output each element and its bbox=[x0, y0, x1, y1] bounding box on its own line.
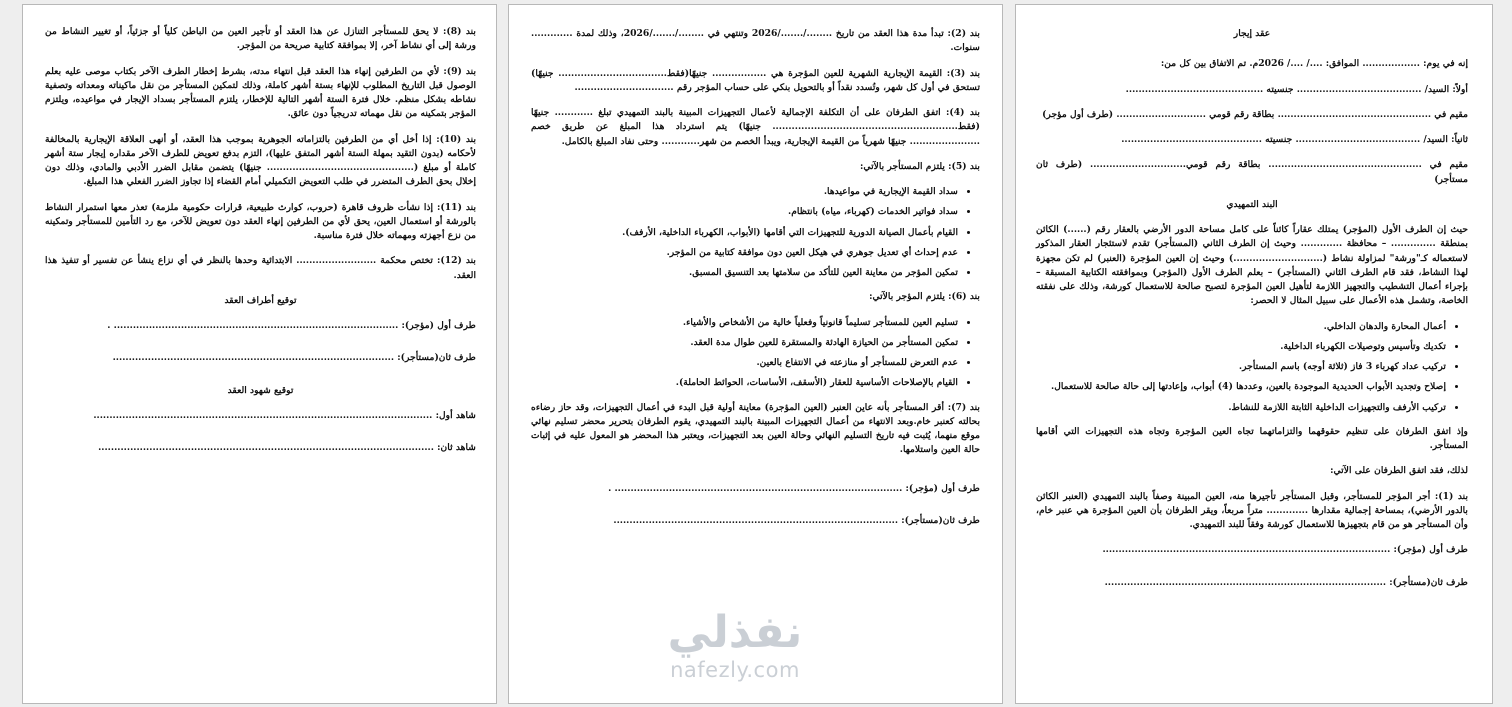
clause-11: بند (11): إذا نشأت ظروف قاهرة (حروب، كوارث طبيعية، قرارات حكومية ملزمة) تعذر معها استمرار النشاط بالورشة أو استعمال العين، يحق لأي من الطرفين إنهاء العقد دون تعويض للآخر، مع رد التأمين للمستأجر وتمكينه من نزع أجهزته ومهماته خلال فترة مناسبة. bbox=[45, 201, 476, 241]
clause-12: بند (12): تختص محكمة ......................... الابتدائية وحدها بالنظر في أي نزاع ينشأ عن تفسير أو تنفيذ هذا العقد. bbox=[45, 255, 476, 281]
signature-lessor-line: طرف أول (مؤجر): .......................................................................................... . bbox=[608, 482, 980, 494]
obligation-item: • عدم إحداث أي تعديل جوهري في هيكل العين دون موافقة كتابية من المؤجر. bbox=[531, 246, 958, 260]
watermark-arabic: نفذلي bbox=[667, 607, 803, 658]
therefore-line: لذلك، فقد اتفق الطرفان على الآتي: bbox=[1330, 465, 1468, 477]
preamble-title: البند التمهيدي bbox=[1226, 198, 1278, 210]
party1-residence-line: مقيم في ................................................ بطاقة رقم قومي ............................ (طرف أول مؤجر) bbox=[1042, 108, 1468, 120]
works-list bbox=[1036, 320, 1468, 415]
clause-4: بند (4): اتفق الطرفان على أن التكلفة الإجمالية لأعمال التجهيزات المبينة بالبند التمهيدي تبلغ ............ جنيهًا (فقط.......................................................... جنيهًا) يتم استرداد هذا المبلغ عن طريق خصم ...................... جنيهًا شهرياً من القيمة الإيجارية، ويبدأ الخصم من شهر............ وحتى نفاد المبلغ بالكامل. bbox=[531, 107, 980, 147]
clause-10: بند (10): إذا أخل أي من الطرفين بالتزاماته الجوهرية بموجب هذا العقد، أو أنهى العلاقة الإيجارية بالمخالفة لأحكامه (بدون التقيد بمهلة الستة أشهر المتفق عليها)، التزم بدفع تعويض للطرف الآخر مقداره إيجار ستة أشهر كاملة أو مبلغ (.............................................. جنيهًا) يتضمن مقابل الضرر الأدبي والمادي، وذلك دون إخلال بحق الطرف المتضرر في طلب التعويض التكميلي أمام القضاء إذا تجاوز الضرر الفعلي هذا المبلغ. bbox=[45, 133, 476, 188]
contract-page-1 bbox=[1015, 4, 1493, 704]
clause-9: بند (9): لأي من الطرفين إنهاء هذا العقد قبل انتهاء مدته، بشرط إخطار الطرف الآخر بكتاب موصى عليه بعلم الوصول قبل التاريخ المطلوب للإنهاء بستة أشهر كاملة، وذلك لتمكين المستأجر من نقل ماكيناته ومعداته وتصفية نشاطه بشكل منظم. خلال فترة الستة أشهر التالية للإخطار، يلتزم المستأجر بسداد الإيجار في مواعيده، ويلتزم المؤجر بتمكينه من نقل مهماته تدريجياً دون عائق. bbox=[45, 65, 476, 120]
obligation-item: • سداد فواتير الخدمات (كهرباء، مياه) بانتظام. bbox=[531, 205, 958, 219]
contract-page-3 bbox=[22, 4, 497, 704]
obligation-item: • تمكين المؤجر من معاينة العين للتأكد من سلامتها بعد التنسيق المسبق. bbox=[531, 266, 958, 280]
works-list-item: • تركيب عداد كهرباء 3 فاز (ثلاثة أوجه) باسم المستأجر. bbox=[1036, 360, 1446, 374]
watermark-latin: nafezly.com bbox=[670, 658, 800, 682]
signature-lessor-line: طرف أول (مؤجر): .......................................................................................... bbox=[1102, 544, 1468, 556]
signature-lessor-line: طرف أول (مؤجر): ......................................................................................... . bbox=[107, 320, 476, 331]
sign-parties-title: توقيع أطراف العقد bbox=[224, 294, 297, 306]
clause-6-heading: بند (6): يلتزم المؤجر بالآتي: bbox=[869, 291, 980, 303]
signature-lessee-line: طرف ثان(مستأجر): ........................................................................................ bbox=[1104, 576, 1468, 588]
witness-1-line: شاهد أول: .......................................................................................................... bbox=[93, 409, 476, 421]
obligation-item: • سداد القيمة الإيجارية في مواعيدها. bbox=[531, 185, 958, 199]
obligation-item: • تسليم العين للمستأجر تسليماً قانونياً وفعلياً خالية من الأشخاص والأشياء. bbox=[531, 316, 958, 330]
preamble-text: حيث إن الطرف الأول (المؤجر) يمتلك عقاراً كائناً على كامل مساحة الدور الأرضي بالعقار رقم (......) الكائن بمنطقة .............. – محافظة ............. وحيث إن الطرف الثاني (المستأجر) تقدم لاستئجار العقار المذكور لاستعماله كـ"ورشة" لمزاولة نشاط (............................) وحيث إن العين المؤجرة (العنبر) لم تكن مجهزة لهذا النشاط، فقد قام الطرف الثاني (المستأجر) – بعلم الطرف الأول (المؤجر) وبموافقته الكتابية المسبقة – بإجراء أعمال التشطيب والتجهيز اللازمة لتأهيل العين المؤجرة لتصبح صالحة للاستعمال كورشة، وذلك على نفقته الخاصة، وتشمل هذه الأعمال على سبيل المثال لا الحصر: bbox=[1036, 224, 1468, 307]
witness-2-line: شاهد ثان: ......................................................................................................... bbox=[98, 442, 476, 453]
sign-witnesses-title: توقيع شهود العقد bbox=[227, 384, 294, 396]
lessee-obligations-list bbox=[531, 185, 980, 280]
clause-7: بند (7): أقر المستأجر بأنه عاين العنبر (العين المؤجرة) معاينة أولية قبل البدء في أعمال التجهيزات، وقد حاز رضاءه بحالته كعنبر خام.وبعد الانتهاء من أعمال التجهيزات المبينة بالبند التمهيدي، يقوم الطرفان بتحرير محضر تسليم نهائي موقع منهما، يُثبت فيه تاريخ التسليم النهائي وحالة العين بعد التجهيزات، ويعتبر هذا المحضر هو المعول عليه في إثبات حالة العين واستلامها. bbox=[531, 401, 980, 456]
works-list-item: • تكديك وتأسيس وتوصيلات الكهرباء الداخلية. bbox=[1036, 340, 1446, 354]
obligation-item: • تمكين المستأجر من الحيازة الهادئة والمستقرة للعين طوال مدة العقد. bbox=[531, 336, 958, 350]
party1-name-line: أولاً: السيد/ ....................................... جنسيته ........................................... bbox=[1125, 83, 1468, 95]
clause-1: بند (1): أجر المؤجر للمستأجر، وقبل المستأجر تأجيرها منه، العين المبينة وصفاً بالبند التمهيدي (العنبر الكائن بالدور الأرضي)، بمساحة إجمالية مقدارها ............. متراً مربعاً، ويقر الطرفان بأن العين المؤجرة هي عنبر خام، وأن المستأجر هو من قام بتجهيزها للاستعمال كورشة وفقاً للبند التمهيدي. bbox=[1036, 490, 1469, 530]
party2-residence-line: مقيم في ................................................ بطاقة رقم قومي.............................. (طرف ثان مستأجر) bbox=[1036, 159, 1468, 185]
contract-page-2 bbox=[508, 4, 1003, 704]
works-list-item: • أعمال المحارة والدهان الداخلي. bbox=[1036, 320, 1446, 334]
contract-title: عقد إيجار bbox=[1233, 28, 1271, 39]
clause-3: بند (3): القيمة الإيجارية الشهرية للعين المؤجرة هي ................. جنيهًا(فقط.................................. جنيهًا) تستحق في أول كل شهر، وتُسدد نقداً أو بالتحويل بنكي على حساب المؤجر رقم ............................... bbox=[531, 67, 980, 93]
contract-intro: إنه في يوم: .................. الموافق: ..../ ..../ 2026م. تم الاتفاق بين كل من: bbox=[1160, 58, 1468, 70]
signature-lessee-line: طرف ثان(مستأجر): ........................................................................................ bbox=[112, 352, 476, 364]
works-list-item: • تركيب الأرفف والتجهيزات الداخلية الثابتة اللازمة للنشاط. bbox=[1036, 401, 1446, 415]
obligation-item: • عدم التعرض للمستأجر أو منازعته في الانتفاع بالعين. bbox=[531, 356, 958, 370]
obligation-item: • القيام بالإصلاحات الأساسية للعقار (الأسقف، الأساسات، الحوائط الحاملة). bbox=[531, 376, 958, 390]
signature-lessee-line: طرف ثان(مستأجر): ......................................................................................... bbox=[613, 514, 980, 526]
obligation-item: • القيام بأعمال الصيانة الدورية للتجهيزات التي أقامها (الأبواب، الكهرباء الداخلية، الأرفف). bbox=[531, 226, 958, 240]
clause-2: بند (2): تبدأ مدة هذا العقد من تاريخ ......../......./2026 وتنتهي في ......../......./2026، وذلك لمدة ............. سنوات. bbox=[531, 28, 980, 54]
party2-name-line: ثانياً: السيد/ ....................................... جنسيته ............................................ bbox=[1121, 134, 1468, 145]
works-list-item: • إصلاح وتجديد الأبواب الحديدية الموجودة بالعين، وعددها (4) أبواب، وإعادتها إلى حالة صالحة للاستعمال. bbox=[1036, 380, 1446, 394]
watermark-logo bbox=[655, 607, 815, 681]
lessor-obligations-list bbox=[531, 316, 980, 391]
clause-8: بند (8): لا يحق للمستأجر التنازل عن هذا العقد أو تأجير العين من الباطن كلياً أو جزئياً، أو تغيير النشاط من ورشة إلى أي نشاط آخر، إلا بموافقة كتابية صريحة من المؤجر. bbox=[45, 26, 476, 52]
clause-5-heading: بند (5): يلتزم المستأجر بالآتي: bbox=[860, 160, 980, 172]
rights-paragraph: وإذ اتفق الطرفان على تنظيم حقوقهما والتزاماتهما تجاه العين المؤجرة وتجاه هذه التجهيزات التي أقامها المستأجر. bbox=[1036, 425, 1468, 451]
